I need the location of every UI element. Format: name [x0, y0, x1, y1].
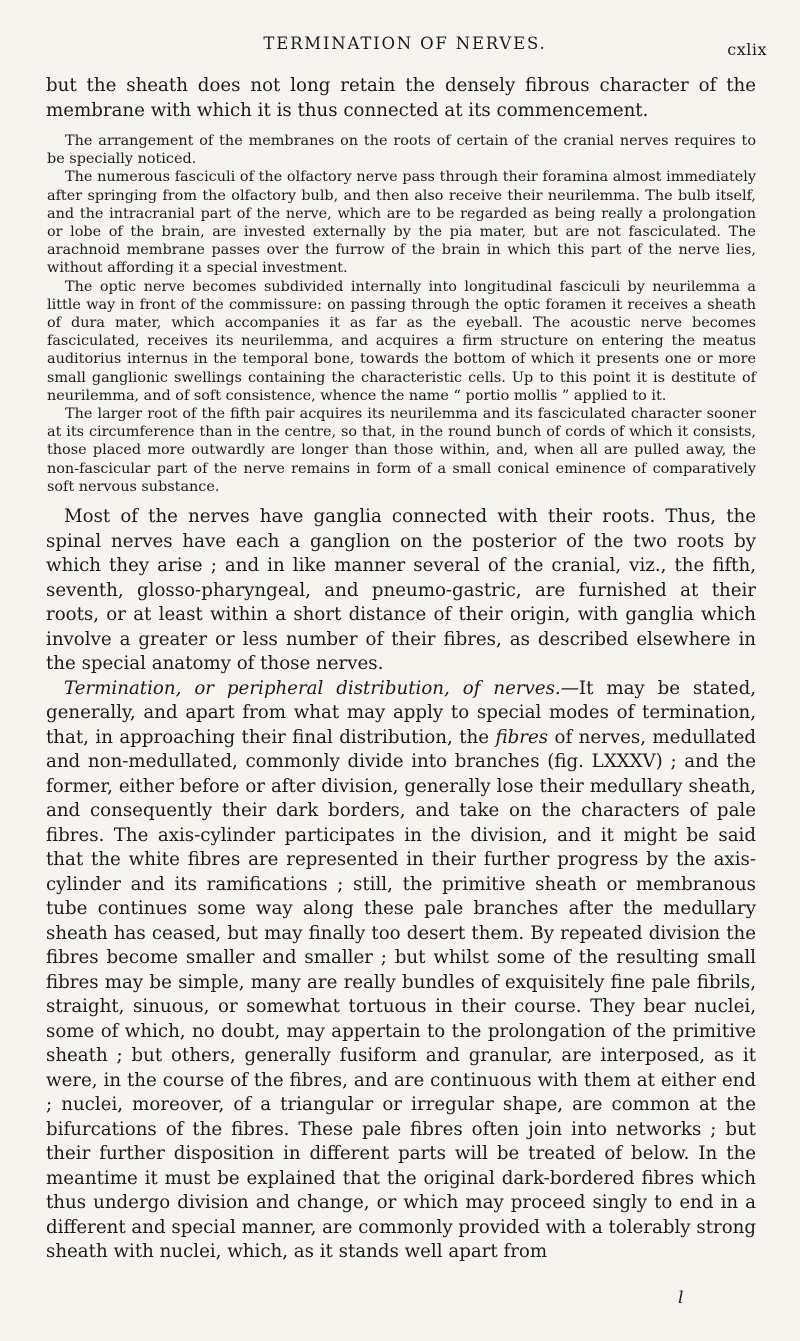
ganglia-paragraph: Most of the nerves have ganglia connected with their roots. Thus, the spinal nerves have each a ganglion on the posterior of the two roots by which they arise ; and in like manner several of the cranial, viz., the fifth, seventh, glosso-pharyngeal, and pneumo-gastric, are furnished at their roots, or at least within a short distance of their origin, with ganglia which involve a greater or less number of their fibres, as described elsewhere in the special anatomy of those nerves.: [46, 506, 756, 675]
signature-mark: l: [678, 1288, 684, 1308]
small-print-block: [47, 132, 756, 496]
page-number: cxlix: [727, 40, 767, 59]
running-title: TERMINATION OF NERVES.: [263, 34, 547, 53]
small-paragraph: The arrangement of the membranes on the roots of certain of the cranial nerves requires to be specially noticed.: [47, 133, 756, 168]
section-heading: Termination, or peripheral distribution, of nerves.: [64, 677, 561, 699]
small-paragraph: The numerous fasciculi of the olfactory nerve pass through their foramina almost immediately after springing from the olfactory bulb, and then also receive their neurilemma. The bulb itself, and the intracranial part of the nerve, which are to be regarded as being really a prolongation or lobe of the brain, are invested externally by the pia mater, but are not fasciculated. The arachnoid membrane passes over the furrow of the brain in which this part of the nerve lies, without affording it a special investment.: [47, 169, 756, 277]
paragraph-text: —It may be stated, generally, and apart from what may apply to special modes of termination, that, in approaching their final distribution, the: [46, 677, 756, 748]
small-paragraph: The optic nerve becomes subdivided internally into longitudinal fasciculi by neurilemma a little way in front of the commissure: on passing through the optic foramen it receives a sheath of dura mater, which accompanies it as far as the eyeball. The acoustic nerve becomes fasciculated, receives its neurilemma, and acquires a firm structure on entering the meatus auditorius internus in the temporal bone, towards the bottom of which it presents one or more small ganglionic swellings containing the characteristic cells. Up to this point it is destitute of neurilemma, and of soft consistence, whence the name “ portio mollis ” applied to it.: [47, 278, 756, 404]
small-paragraph: The larger root of the fifth pair acquires its neurilemma and its fasciculated character sooner at its circumference than in the centre, so that, in the round bunch of cords of which it consists, those placed more outwardly are longer than those within, and, when all are pulled away, the non-fascicular part of the nerve remains in form of a small conical eminence of comparatively soft nervous substance.: [47, 406, 756, 495]
page-body: [46, 74, 756, 1265]
page-header: [45, 34, 765, 58]
emphasis-word: fibres: [495, 726, 549, 748]
paragraph-text: of nerves, medullated and non-medullated, commonly divide into branches (fig. LXXXV) ; and the former, either before or after division, generally lose their medullary sheath, and consequently their dark borders, and take on the characters of pale fibres. The axis-cylinder participates in the division, and it might be said that the white fibres are represented in their further progress by the axis-cylinder and its ramifications ; still, the primitive sheath or membranous tube continues some way along these pale branches after the medullary sheath has ceased, but may finally too desert them. By repeated division the fibres become smaller and smaller ; but whilst some of the resulting small fibres may be simple, many are really bundles of exquisitely fine pale fibrils, straight, sinuous, or somewhat tortuous in their course. They bear nuclei, some of which, no doubt, may appertain to the prolongation of the primitive sheath ; but others, generally fusiform and granular, are interposed, as it were, in the course of the fibres, and are continuous with them at either end ; nuclei, moreover, of a triangular or irregular shape, are common at the bifurcations of the fibres. These pale fibres often join into networks ; but their further disposition in different parts will be treated of below. In the meantime it must be explained that the original dark-bordered fibres which thus undergo division and change, or which may proceed singly to end in a different and special manner, are commonly provided with a tolerably strong sheath with nuclei, which, as it stands well apart from: [46, 726, 756, 1263]
termination-paragraph: [46, 677, 756, 1265]
continuation-paragraph: but the sheath does not long retain the densely fibrous character of the membrane with which it is thus connected at its commencement.: [46, 75, 756, 121]
